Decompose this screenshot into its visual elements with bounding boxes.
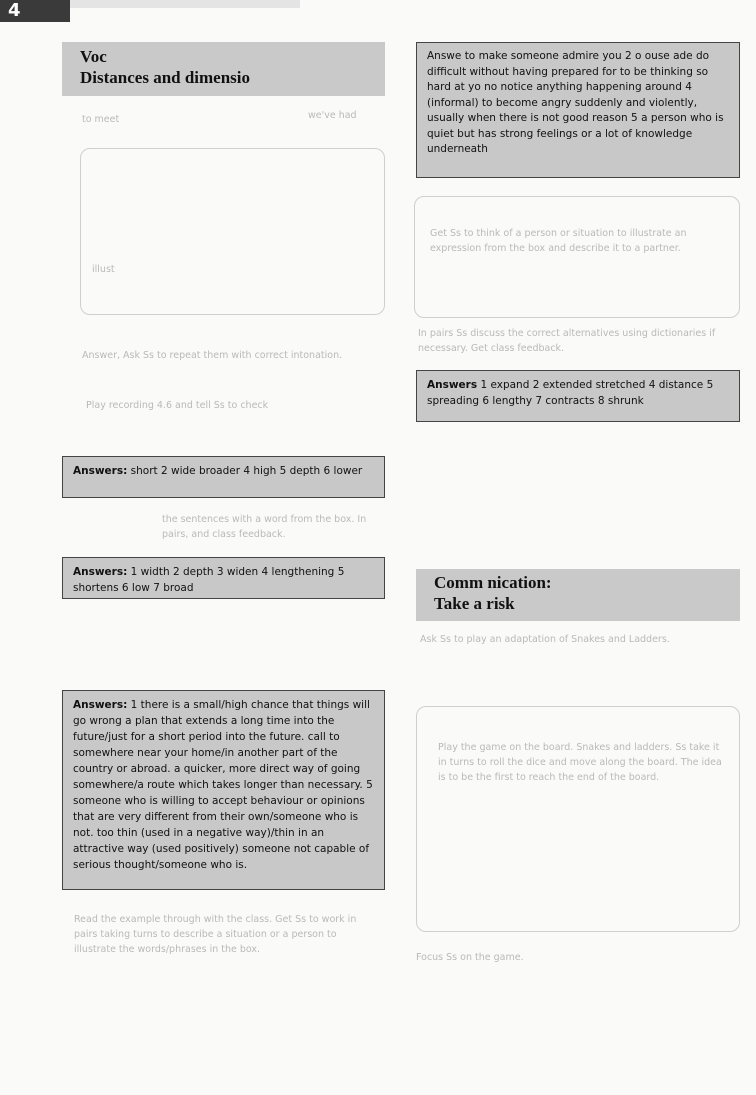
faint-panel-left [80, 148, 385, 315]
ghost-text-k: Ask Ss to play an adaptation of Snakes and Ladders. [420, 634, 670, 645]
ghost-text-c: illust [92, 264, 115, 275]
vocab-header [62, 42, 385, 96]
faint-panel-right [414, 196, 740, 318]
answers-text: 1 width 2 depth 3 widen 4 lengthening 5 shortens 6 low 7 broad [73, 566, 345, 594]
vocab-title-line2: Distances and dimensio [80, 68, 251, 87]
header-band [70, 0, 300, 8]
answers-text: 1 expand 2 extended stretched 4 distance 5 spreading 6 lengthy 7 contracts 8 shrunk [427, 379, 714, 407]
answers-box-3 [62, 690, 385, 890]
ghost-text-i: In pairs Ss discuss the correct alternatives using dictionaries if necessary. Get class feedback. [418, 328, 716, 354]
ghost-text-a: to meet [82, 114, 120, 125]
answers-box-2 [62, 557, 385, 599]
answers-box-1 [62, 456, 385, 498]
ghost-text-l: Play the game on the board. Snakes and ladders. Ss take it in turns to roll the dice and move along the board. The idea is to be the first to reach the end of the board. [438, 742, 722, 783]
ghost-text-d: Answer, Ask Ss to repeat them with correct intonation. [82, 350, 343, 361]
ghost-text-e: Play recording 4.6 and tell Ss to check [86, 400, 269, 411]
answers-box-top-right [416, 42, 740, 178]
answers-label: Answers: [73, 699, 128, 711]
communication-title-line2: Take a risk [434, 594, 515, 613]
ghost-text-j: Focus Ss on the game. [416, 952, 524, 963]
answers-box-4 [416, 370, 740, 422]
ghost-text-g: Read the example through with the class. Get Ss to work in pairs taking turns to describe a situation or a person to illustrate the words/phrases in the box. [74, 914, 357, 955]
answers-label: Answers: [73, 465, 128, 477]
vocab-title-line1: Voc [80, 47, 107, 66]
ghost-text-h: Get Ss to think of a person or situation to illustrate an expression from the box and describe it to a partner. [430, 228, 687, 254]
answers-text: Answe to make someone admire you 2 o ouse ade do difficult without having prepared for to be thinking so hard at yo no notice anything happening around 4 (informal) to become angry suddenly and violently, usually when there is not good reason 5 a person who is quiet but has strong feelings or a lot of knowledge underneath [427, 50, 724, 155]
answers-label: Answers [427, 379, 478, 391]
answers-label: Answers: [73, 566, 128, 578]
ghost-text-b: we've had [308, 110, 357, 121]
answers-text: 1 there is a small/high chance that things will go wrong a plan that extends a long time into the future/just for a short period into the future. call to somewhere near your home/in another part of the country or abroad. a quicker, more direct way of going somewhere/a route which takes longer than necessary. 5 someone who is willing to accept behaviour or opinions that are very different from their own/someone who is not. too thin (used in a negative way)/thin in an attractive way (used positively) someone not capable of serious thought/someone who is. [73, 699, 373, 871]
communication-header [416, 569, 740, 621]
communication-title-line1: Comm nication: [434, 573, 552, 592]
ghost-text-f: the sentences with a word from the box. In pairs, and class feedback. [162, 514, 367, 540]
answers-text: short 2 wide broader 4 high 5 depth 6 lower [130, 465, 363, 477]
page-number: 4 [0, 0, 70, 22]
